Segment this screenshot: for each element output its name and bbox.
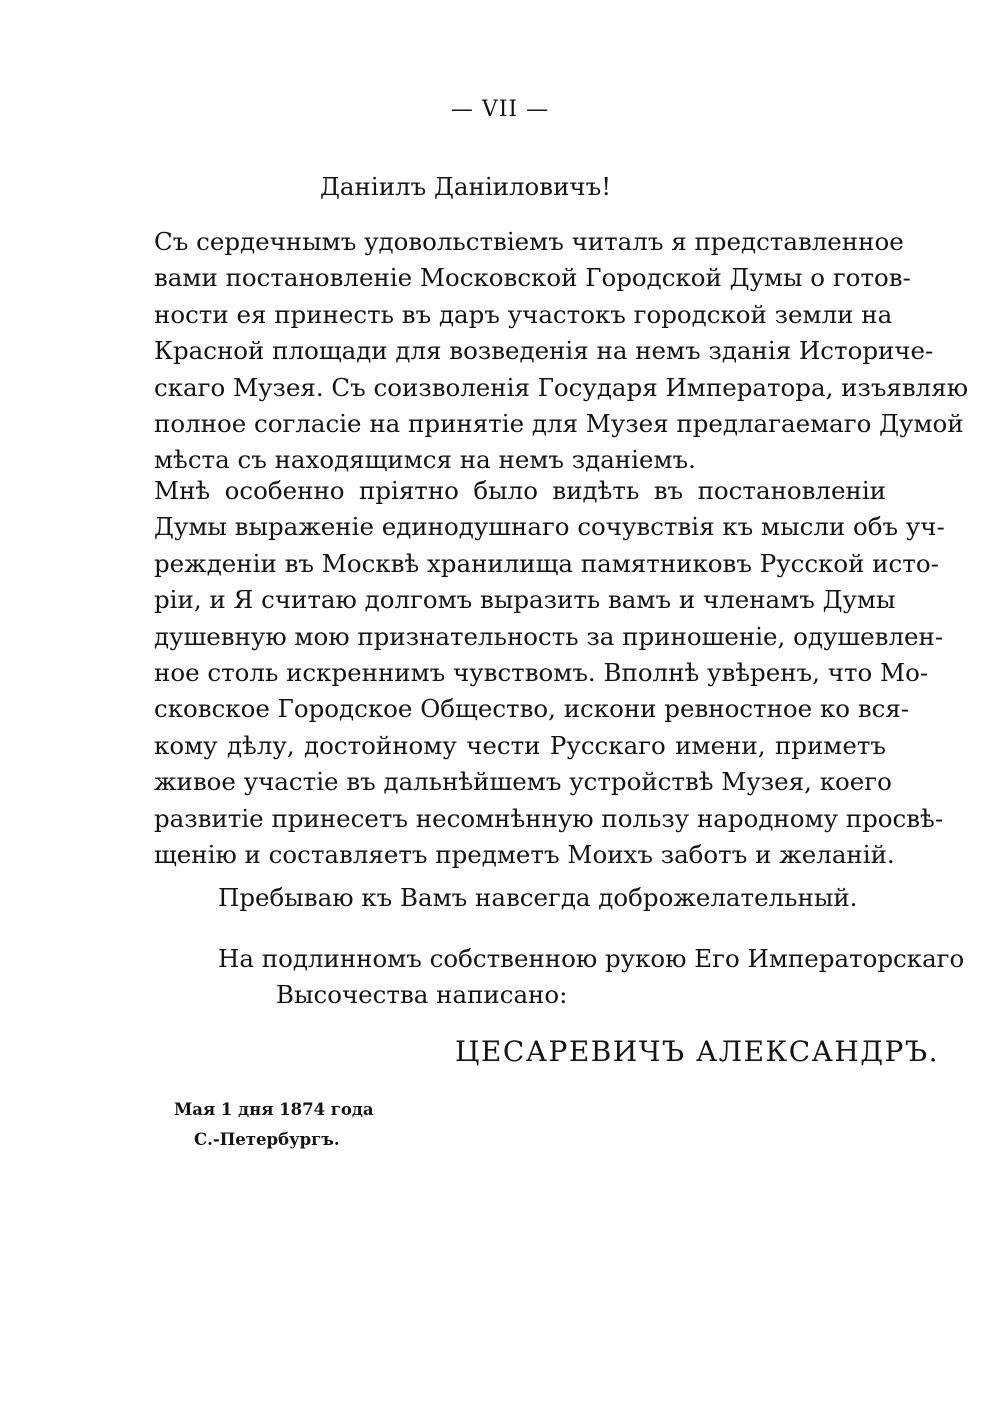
date-line: Мая 1 дня 1874 года [174, 1100, 374, 1119]
paragraph-line: развитіе принесетъ несомнѣнную пользу народному просвѣ- [154, 803, 944, 833]
salutation: Даніилъ Даніиловичъ! [320, 172, 612, 201]
paragraph-line: полное согласіе на принятіе для Музея предлагаемаго Думой [154, 408, 964, 438]
annotation-line-2: Высочества написано: [276, 980, 568, 1009]
paragraph-line: ности ея принесть въ даръ участокъ городской земли на [154, 299, 893, 329]
paragraph-line: ное столь искреннимъ чувствомъ. Вполнѣ увѣренъ, что Мо- [154, 657, 929, 687]
paragraph-line: Съ сердечнымъ удовольствіемъ читалъ я представленное [154, 227, 904, 256]
paragraph-line: Красной площади для возведенія на немъ зданія Историче- [154, 336, 934, 366]
paragraph-line: ріи, и Я считаю долгомъ выразить вамъ и членамъ Думы [154, 585, 896, 615]
paragraph-line: Мнѣ особенно пріятно было видѣть въ постановленіи [154, 476, 886, 505]
paragraph-line: душевную мою признательность за приношеніе, одушевлен- [154, 621, 944, 651]
paragraph-2 [154, 473, 945, 873]
paragraph-line: режденіи въ Москвѣ хранилища памятниковъ Русской исто- [154, 548, 939, 578]
place-line: С.-Петербургъ. [194, 1130, 340, 1149]
paragraph-line: скаго Музея. Съ соизволенія Государя Императора, изъявляю [154, 372, 969, 402]
paragraph-line: Думы выраженіе единодушнаго сочувствія къ мысли объ уч- [154, 512, 945, 542]
closing-phrase: Пребываю къ Вамъ навсегда доброжелательный. [218, 883, 858, 912]
paragraph-1 [154, 224, 969, 479]
paragraph-line: кому дѣлу, достойному чести Русскаго имени, приметъ [154, 730, 886, 760]
paragraph-line: живое участіе въ дальнѣйшемъ устройствѣ Музея, коего [154, 767, 892, 797]
paragraph-line: мѣста съ находящимся на немъ зданіемъ. [154, 445, 696, 475]
paragraph-line: щенію и составляетъ предметъ Моихъ заботъ и желаній. [154, 839, 895, 869]
page-number: — VII — [450, 97, 550, 122]
paragraph-line: сковское Городское Общество, искони ревностное ко вся- [154, 694, 910, 724]
annotation-line-1: На подлинномъ собственною рукою Его Императорскаго [218, 944, 965, 973]
paragraph-line: вами постановленіе Московской Городской Думы о готов- [154, 263, 911, 293]
signature: ЦЕСАРЕВИЧЪ АЛЕКСАНДРЪ. [455, 1035, 940, 1068]
